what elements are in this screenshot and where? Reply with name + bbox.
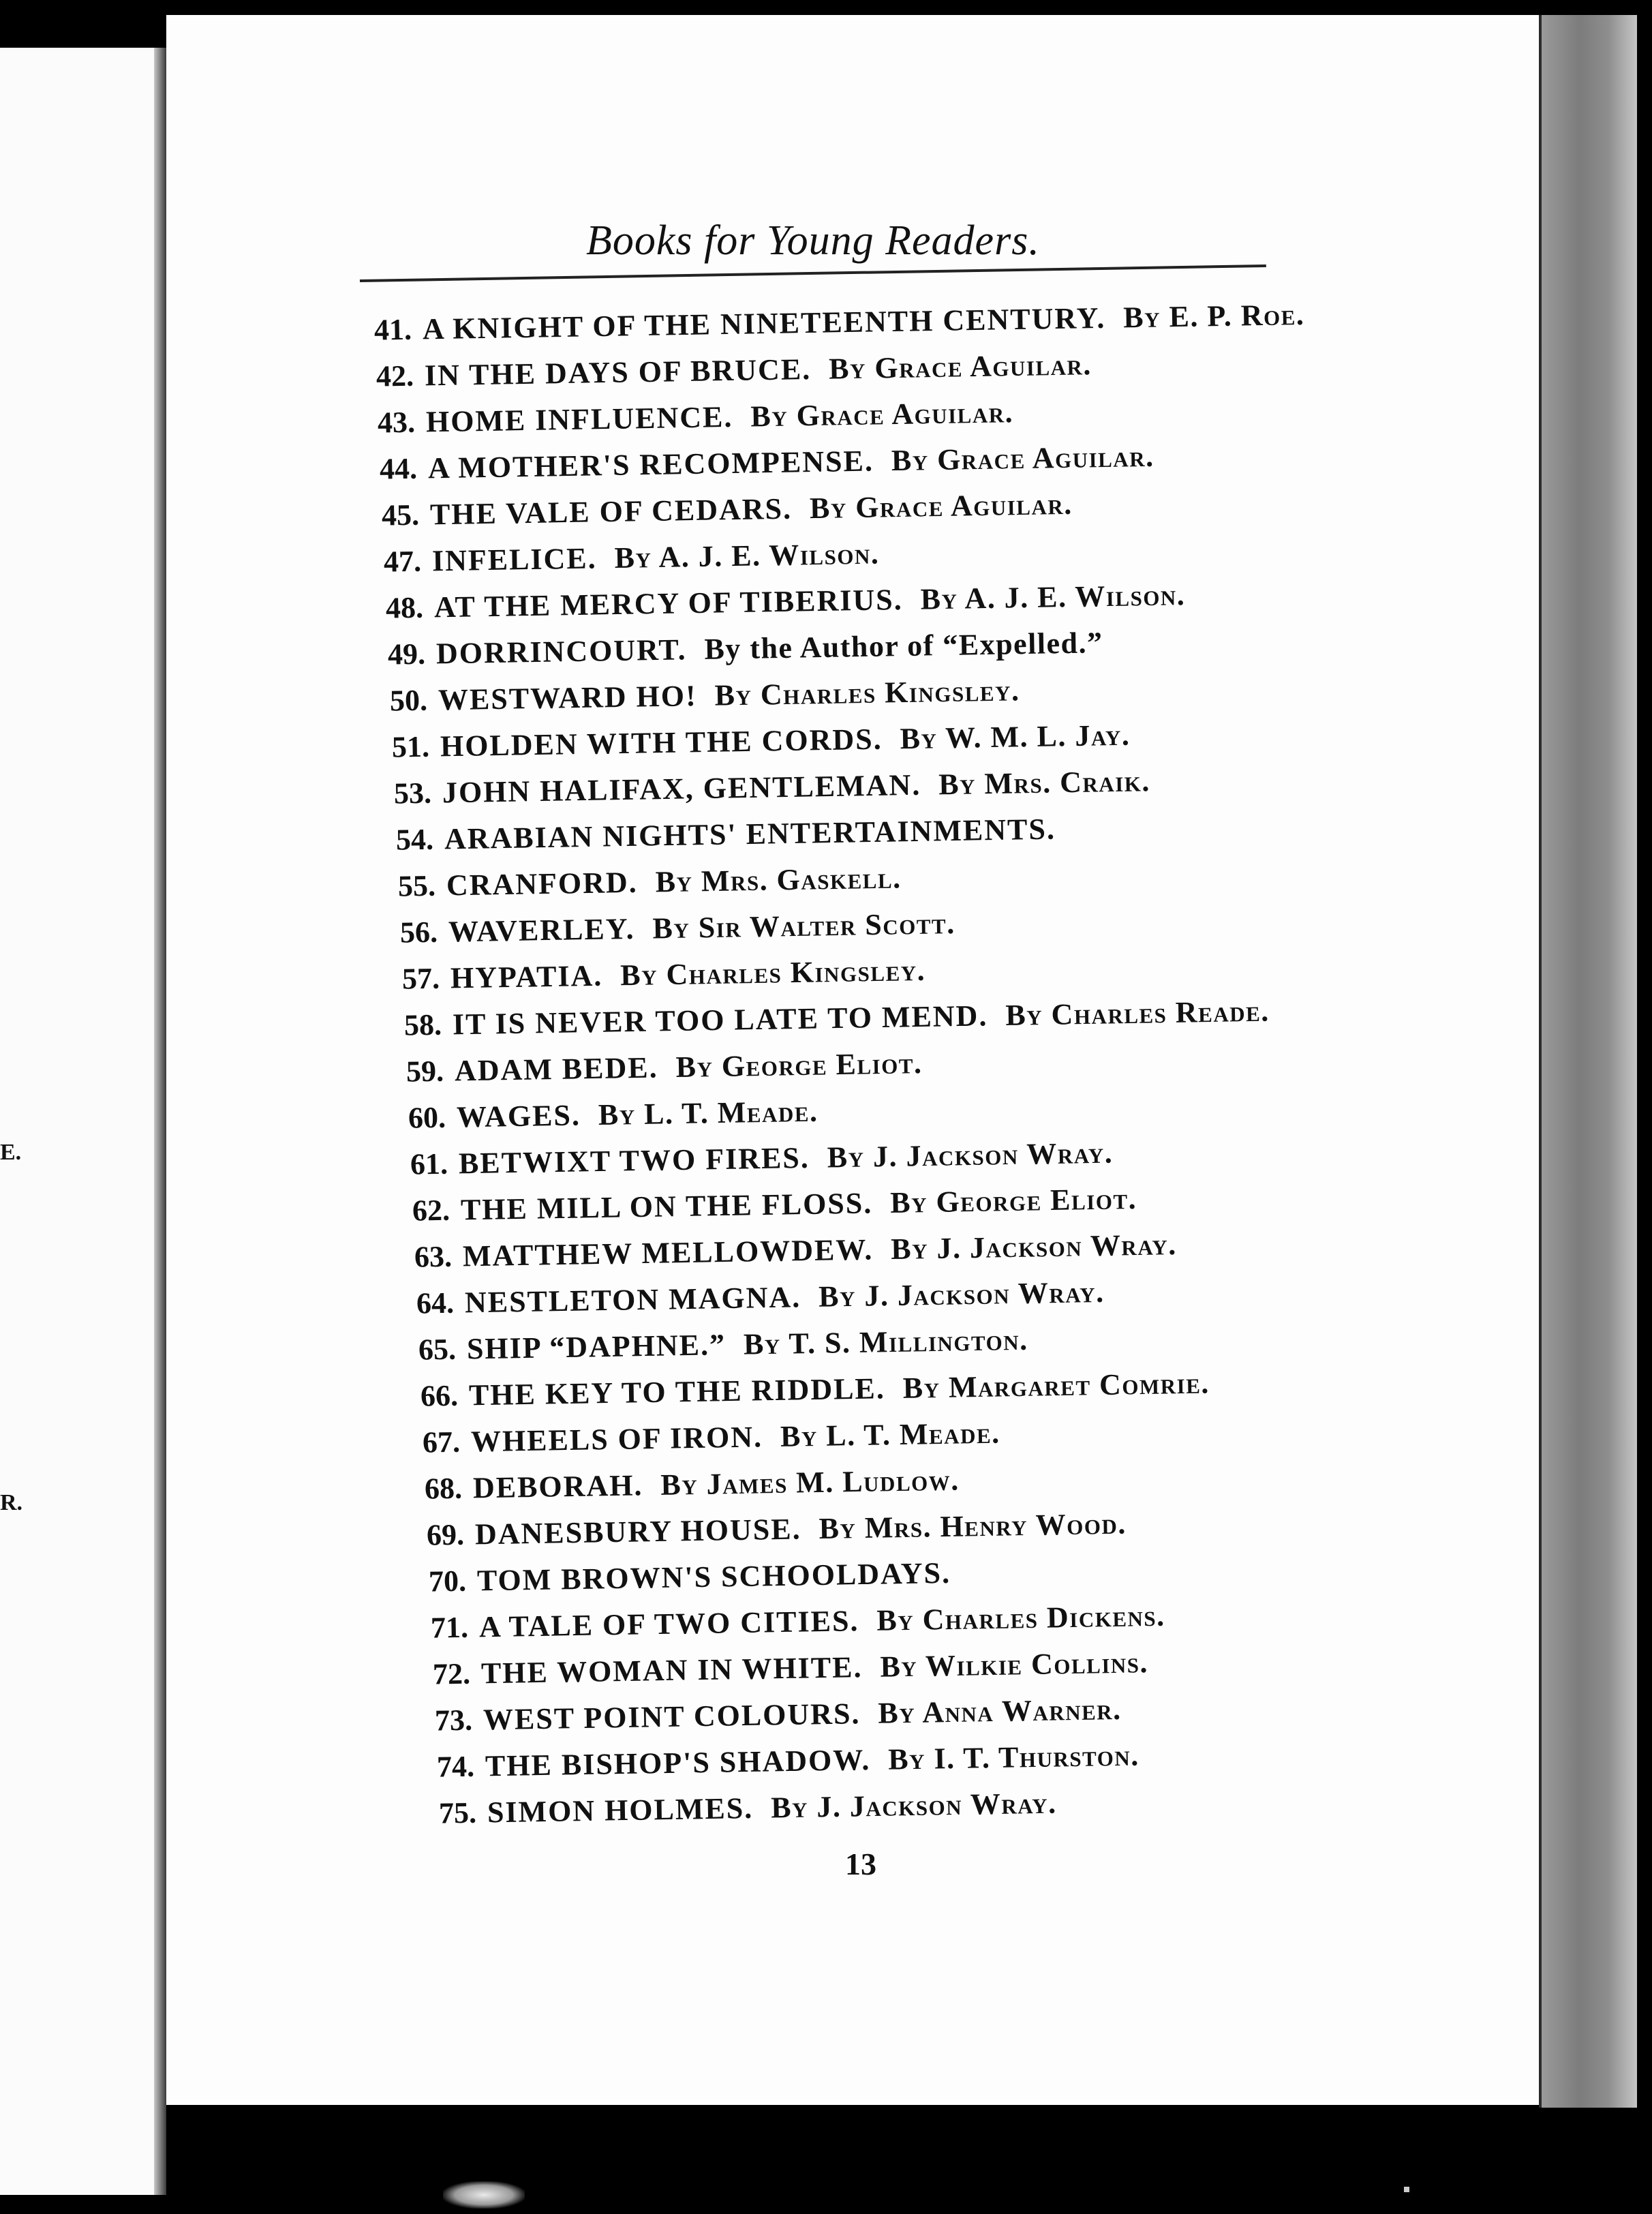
entry-author: By J. Jackson Wray. xyxy=(818,1275,1105,1314)
entry-number: 50. xyxy=(389,683,428,718)
entry-number: 43. xyxy=(377,405,416,440)
list-item xyxy=(403,1366,1210,1414)
entry-number: 67. xyxy=(422,1425,461,1459)
entry-author: By J. Jackson Wray. xyxy=(770,1786,1057,1825)
list-item xyxy=(401,1323,1028,1367)
entry-title: JOHN HALIFAX, GENTLEMAN. xyxy=(442,768,921,810)
entry-title: WESTWARD HO! xyxy=(438,679,698,717)
entry-author: By Sir Walter Scott. xyxy=(652,907,956,945)
entry-title: DORRINCOURT. xyxy=(435,633,687,671)
entry-number: 69. xyxy=(426,1517,465,1552)
entry-author: By Grace Aguilar. xyxy=(809,487,1073,526)
entry-title: THE MILL ON THE FLOSS. xyxy=(460,1186,873,1227)
entry-title: THE BISHOP'S SHADOW. xyxy=(485,1743,871,1783)
entry-author: By Margaret Comrie. xyxy=(902,1366,1210,1405)
list-item xyxy=(357,298,1305,348)
list-item xyxy=(375,718,1131,765)
entry-author: By Charles Reade. xyxy=(1005,994,1270,1032)
entry-number: 47. xyxy=(383,544,422,579)
entry-number: 51. xyxy=(391,729,430,764)
list-item xyxy=(377,764,1151,811)
entry-title: THE WOMAN IN WHITE. xyxy=(480,1650,863,1690)
entry-title: HYPATIA. xyxy=(450,958,603,995)
list-item xyxy=(379,812,1074,858)
entry-author: By Mrs. Henry Wood. xyxy=(819,1506,1127,1546)
list-item xyxy=(361,395,1014,440)
entry-number: 60. xyxy=(408,1100,446,1135)
entry-number: 53. xyxy=(393,776,432,810)
entry-title: WAGES. xyxy=(456,1098,581,1134)
entry-number: 57. xyxy=(401,961,440,996)
entry-title: TOM BROWN'S SCHOOLDAYS. xyxy=(476,1556,951,1598)
entry-title: DEBORAH. xyxy=(472,1468,643,1505)
list-item xyxy=(408,1464,960,1506)
entry-number: 49. xyxy=(387,637,426,671)
list-item xyxy=(397,1228,1177,1275)
entry-author: By Grace Aguilar. xyxy=(828,348,1092,386)
entry-title: THE VALE OF CEDARS. xyxy=(429,491,793,532)
list-item xyxy=(371,626,1103,672)
entry-number: 66. xyxy=(420,1378,459,1413)
entry-number: 74. xyxy=(436,1749,475,1784)
entry-number: 64. xyxy=(416,1286,455,1320)
list-item xyxy=(420,1738,1139,1784)
entry-author: By James M. Ludlow. xyxy=(660,1463,960,1502)
entry-title: WEST POINT COLOURS. xyxy=(483,1697,861,1737)
entry-author: By W. M. L. Jay. xyxy=(900,718,1131,756)
list-item xyxy=(414,1599,1165,1646)
list-item xyxy=(381,861,902,904)
entry-number: 65. xyxy=(418,1332,457,1367)
list-item xyxy=(422,1787,1057,1831)
entry-author: By Wilkie Collins. xyxy=(880,1646,1149,1684)
list-item xyxy=(406,1416,1000,1460)
entry-title: CRANFORD. xyxy=(446,865,639,903)
entry-number: 62. xyxy=(412,1193,450,1228)
entry-title: IT IS NEVER TOO LATE TO MEND. xyxy=(452,999,988,1042)
entry-number: 56. xyxy=(399,915,438,950)
entry-number: 70. xyxy=(428,1564,467,1598)
entry-title: THE KEY TO THE RIDDLE. xyxy=(468,1371,886,1412)
list-item xyxy=(387,995,1270,1043)
entry-number: 75. xyxy=(438,1795,477,1830)
entry-title: A KNIGHT OF THE NINETEENTH CENTURY. xyxy=(422,301,1106,346)
entry-title: A TALE OF TWO CITIES. xyxy=(478,1604,859,1644)
list-item xyxy=(389,1046,923,1089)
entry-author: By J. Jackson Wray. xyxy=(890,1228,1178,1266)
entry-title: A MOTHER'S RECOMPENSE. xyxy=(427,444,874,485)
entry-author: By A. J. E. Wilson. xyxy=(614,536,880,575)
entry-author: By George Eliot. xyxy=(889,1181,1137,1219)
list-item xyxy=(416,1646,1149,1692)
entry-author: By Mrs. Craik. xyxy=(938,764,1151,802)
entry-title: IN THE DAYS OF BRUCE. xyxy=(424,352,812,393)
entry-author: By L. T. Meade. xyxy=(598,1094,819,1132)
entry-title: MATTHEW MELLOWDEW. xyxy=(462,1232,874,1273)
entry-number: 68. xyxy=(424,1471,463,1506)
entry-author: By Mrs. Gaskell. xyxy=(655,861,902,899)
entry-number: 59. xyxy=(406,1054,444,1089)
entry-author: By Anna Warner. xyxy=(878,1692,1122,1730)
entry-author: By George Eliot. xyxy=(675,1046,923,1085)
entry-title: HOME INFLUENCE. xyxy=(425,399,733,439)
list-item xyxy=(365,487,1073,533)
entry-number: 44. xyxy=(379,451,418,486)
entry-author xyxy=(968,1556,969,1589)
entry-title: HOLDEN WITH THE CORDS. xyxy=(440,722,883,763)
list-item xyxy=(395,1182,1137,1228)
entry-title: WHEELS OF IRON. xyxy=(470,1420,763,1459)
entry-title: NESTLETON MAGNA. xyxy=(464,1280,801,1320)
entry-number: 63. xyxy=(414,1239,453,1274)
entry-author: By A. J. E. Wilson. xyxy=(920,578,1186,616)
entry-number: 45. xyxy=(381,498,420,532)
list-item xyxy=(391,1095,819,1136)
entry-number: 61. xyxy=(410,1147,448,1181)
entry-number: 48. xyxy=(385,590,424,625)
entry-number: 73. xyxy=(434,1703,473,1738)
entry-title: WAVERLEY. xyxy=(448,911,635,949)
scan-smudge xyxy=(443,2181,525,2209)
list-item xyxy=(410,1507,1127,1553)
entry-title: DANESBURY HOUSE. xyxy=(474,1512,802,1551)
entry-number: 71. xyxy=(430,1610,469,1645)
entry-author: By Charles Kingsley. xyxy=(620,953,926,992)
list-item xyxy=(369,578,1186,626)
entry-author: By E. P. Roe. xyxy=(1122,297,1305,335)
list-item xyxy=(363,440,1154,487)
left-page-edge-char: E. xyxy=(0,1140,22,1165)
list-item xyxy=(385,954,926,997)
entry-title: AT THE MERCY OF TIBERIUS. xyxy=(433,583,904,624)
entry-title: ADAM BEDE. xyxy=(454,1050,659,1088)
list-item xyxy=(393,1136,1114,1182)
entry-number: 41. xyxy=(373,312,412,347)
list-item xyxy=(359,348,1092,394)
entry-number: 42. xyxy=(376,359,414,393)
entry-title: SHIP “DAPHNE.” xyxy=(466,1328,726,1366)
left-page-edge-char: R. xyxy=(0,1490,23,1515)
entry-title: INFELICE. xyxy=(431,541,598,578)
list-item xyxy=(418,1693,1122,1738)
entry-author: By Grace Aguilar. xyxy=(750,395,1014,434)
entry-number: 72. xyxy=(432,1656,471,1691)
entry-author: By T. S. Millington. xyxy=(743,1322,1028,1361)
list-item xyxy=(383,907,955,950)
entry-title: SIMON HOLMES. xyxy=(487,1791,754,1830)
page-number: 13 xyxy=(845,1847,876,1881)
page-header-title: Books for Young Readers. xyxy=(586,217,1040,264)
entry-author: By Charles Dickens. xyxy=(876,1598,1165,1637)
entry-number: 58. xyxy=(403,1007,442,1042)
entry-author: By J. Jackson Wray. xyxy=(827,1136,1114,1174)
entry-title: ARABIAN NIGHTS' ENTERTAINMENTS. xyxy=(444,812,1056,856)
list-item xyxy=(399,1275,1105,1321)
entry-author: By I. T. Thurston. xyxy=(887,1738,1140,1776)
scan-speck xyxy=(1404,2187,1409,2192)
entry-author: By Charles Kingsley. xyxy=(714,673,1020,712)
list-item xyxy=(412,1556,969,1599)
entry-author: By L. T. Meade. xyxy=(780,1416,1000,1453)
entry-author: By Grace Aguilar. xyxy=(891,439,1154,478)
list-item xyxy=(367,537,880,579)
entry-author: By the Author of “Expelled.” xyxy=(704,626,1103,666)
entry-number: 54. xyxy=(395,822,434,857)
entry-title: BETWIXT TWO FIRES. xyxy=(458,1140,810,1181)
list-item xyxy=(373,673,1020,718)
entry-number: 55. xyxy=(397,868,436,903)
